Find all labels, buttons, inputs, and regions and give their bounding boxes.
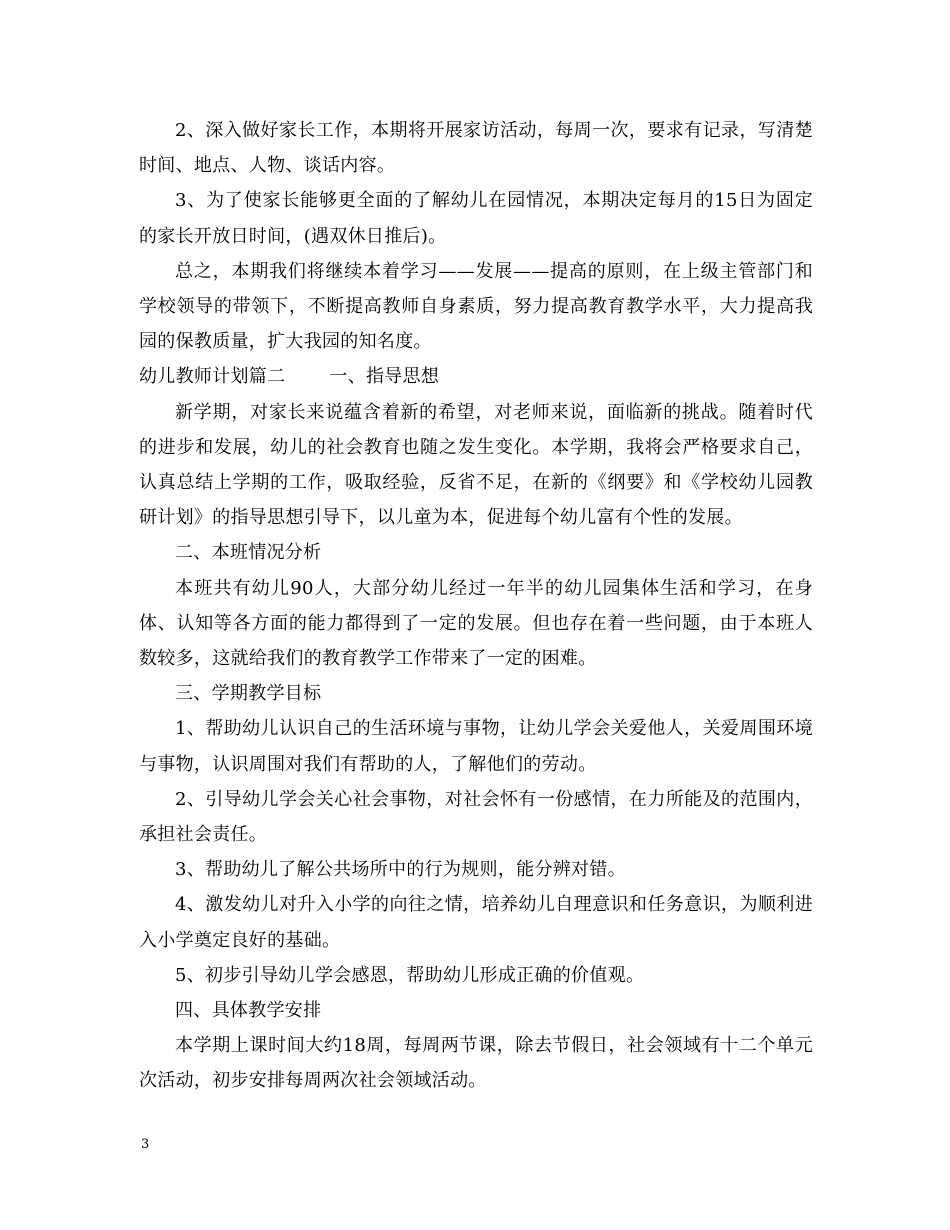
paragraph-new-semester: 新学期，对家长来说蕴含着新的希望，对老师来说，面临新的挑战。随着时代的进步和发展，幼儿的社会教育也随之发生变化。本学期，我将会严格要求自己，认真总结上学期的工作，吸取经验，反省不足，在新的《纲要》和《学校幼儿园教研计划》的指导思想引导下，以儿童为本，促进每个幼儿富有个性的发展。	[139, 401, 813, 529]
heading-teaching-arrangement: 四、具体教学安排	[175, 1000, 322, 1022]
section-heading-plan-two	[139, 359, 813, 394]
plan-two-title: 幼儿教师计划篇二	[139, 366, 286, 388]
paragraph-open-day: 3、为了使家长能够更全面的了解幼儿在园情况，本期决定每月的15日为固定的家长开放日时间，(遇双休日推后)。	[139, 190, 813, 247]
goal-item-4: 4、激发幼儿对升入小学的向往之情，培养幼儿自理意识和任务意识，为顺利进入小学奠定良好的基础。	[139, 894, 813, 951]
guiding-ideology-heading: 一、指导思想	[329, 366, 440, 388]
heading-teaching-goals: 三、学期教学目标	[175, 683, 322, 705]
paragraph-conclusion: 总之，本期我们将继续本着学习——发展——提高的原则，在上级主管部门和学校领导的带领下，不断提高教师自身素质，努力提高教育教学水平，大力提高我园的保教质量，扩大我园的知名度。	[139, 260, 813, 353]
paragraph-class-analysis: 本班共有幼儿90人，大部分幼儿经过一年半的幼儿园集体生活和学习，在身体、认知等各方面的能力都得到了一定的发展。但也存在着一些问题，由于本班人数较多，这就给我们的教育教学工作带来了一定的困难。	[139, 577, 813, 670]
paragraph-home-visits: 2、深入做好家长工作，本期将开展家访活动，每周一次，要求有记录，写清楚时间、地点、人物、谈话内容。	[139, 120, 813, 177]
goal-item-1: 1、帮助幼儿认识自己的生活环境与事物，让幼儿学会关爱他人，关爱周围环境与事物，认识周围对我们有帮助的人，了解他们的劳动。	[139, 718, 813, 775]
goal-item-2: 2、引导幼儿学会关心社会事物，对社会怀有一份感情，在力所能及的范围内，承担社会责任。	[139, 788, 813, 846]
heading-class-analysis: 二、本班情况分析	[175, 542, 322, 564]
goal-item-3: 3、帮助幼儿了解公共场所中的行为规则，能分辨对错。	[175, 859, 626, 881]
page-number: 3	[141, 1137, 150, 1152]
document-body	[139, 113, 813, 1099]
paragraph-teaching-arrangement: 本学期上课时间大约18周，每周两节课，除去节假日，社会领域有十二个单元次活动，初步安排每周两次社会领域活动。	[139, 1035, 813, 1092]
goal-item-5: 5、初步引导幼儿学会感恩，帮助幼儿形成正确的价值观。	[175, 964, 645, 986]
